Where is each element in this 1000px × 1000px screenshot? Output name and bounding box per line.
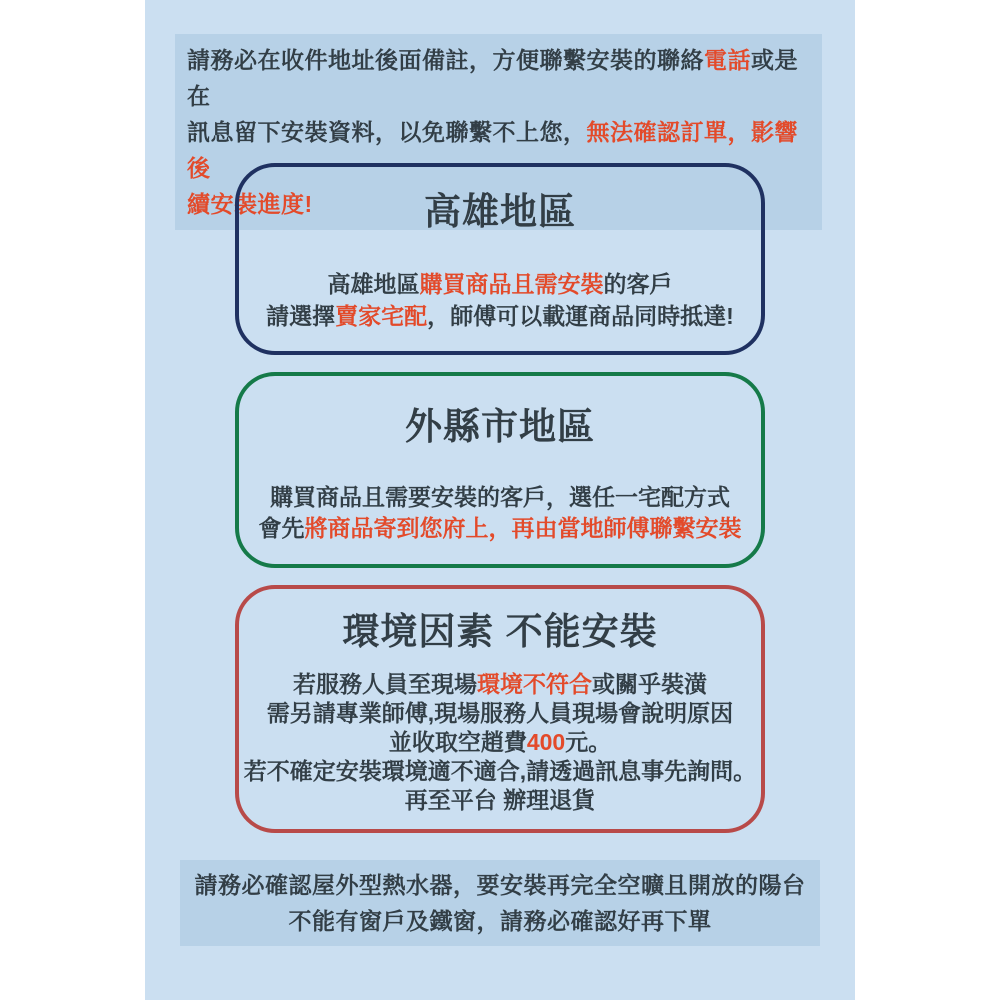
text-line: 會先將商品寄到您府上，再由當地師傅聯繫安裝: [258, 515, 742, 541]
text-line: 並收取空趙費400元。: [388, 729, 612, 755]
box-environment-body: [239, 670, 761, 815]
text-line: 若不確定安裝環境適不適合,請透過訊息事先詢問。: [243, 758, 757, 784]
flyer-content-area: [145, 0, 855, 1000]
box-environment-cannot-install: [235, 585, 765, 833]
box-environment-title: 環境因素 不能安裝: [342, 611, 658, 652]
box-kaohsiung-title: 高雄地區: [424, 191, 576, 232]
text-line: 續安裝進度!: [187, 191, 313, 217]
text-line: 請選擇賣家宅配，師傅可以載運商品同時抵達!: [266, 303, 734, 329]
box-other-counties-body: [239, 482, 761, 544]
bottom-outdoor-heater-notice: [180, 860, 820, 946]
text-line: 購買商品且需要安裝的客戶，選任一宅配方式: [270, 484, 730, 510]
text-line: 不能有窗戶及鐵窗，請務必確認好再下單: [288, 908, 712, 934]
text-line: 若服務人員至現場環境不符合或關乎裝潢: [293, 671, 707, 697]
text-line: 再至平台 辦理退貨: [404, 787, 596, 813]
box-other-counties-area: [235, 372, 765, 568]
text-line: 請務必在收件地址後面備註，方便聯繫安裝的聯絡電話或是在: [187, 47, 798, 109]
box-kaohsiung-area: [235, 163, 765, 355]
text-line: 需另請專業師傅,現場服務人員現場會說明原因: [266, 700, 734, 726]
box-kaohsiung-body: [239, 268, 761, 332]
box-other-counties-title: 外縣市地區: [405, 406, 595, 447]
text-line: 請務必確認屋外型熱水器，要安裝再完全空曠且開放的陽台: [194, 872, 806, 898]
text-line: 訊息留下安裝資料，以免聯繫不上您，無法確認訂單，影響後: [187, 119, 798, 181]
text-line: 高雄地區購買商品且需安裝的客戶: [327, 271, 673, 297]
